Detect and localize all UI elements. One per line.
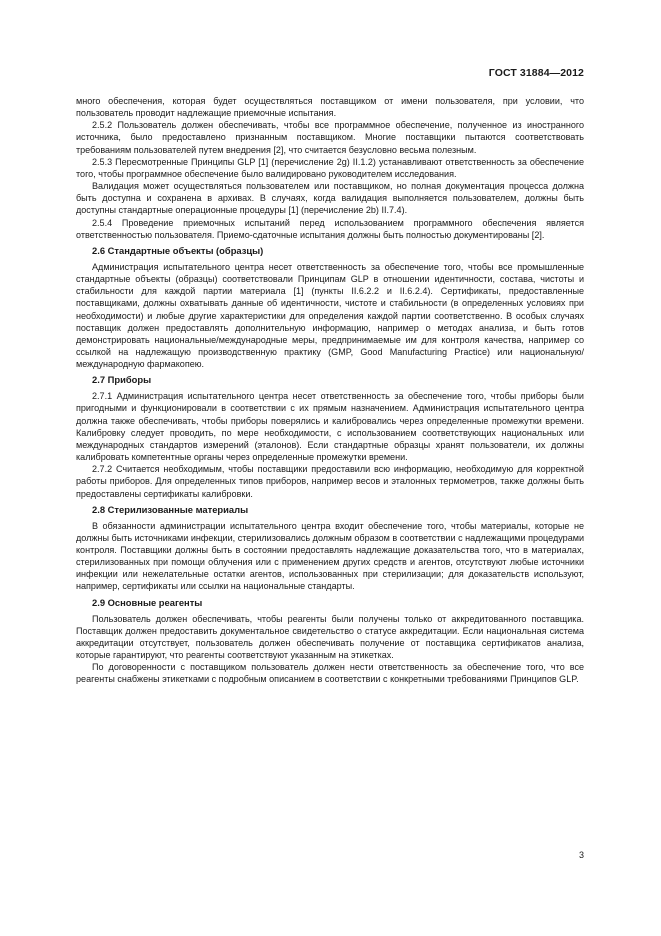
paragraph-2-5-4: 2.5.4 Проведение приемочных испытаний перед использованием программного обеспечения является ответственностью пользователя. Приемо-сдаточные испытания должны быть полностью документированы [2]. bbox=[76, 217, 584, 240]
paragraph-2-8: В обязанности администрации испытательного центра входит обеспечение того, чтобы материалы, которые не должны быть источниками инфекции, стерилизовались должным образом в соответствии с надлежащими процедурами контроля. Поставщики должны быть в состоянии предоставлять надлежащие доказательства того, что в материалах, стерилизованных при помощи облучения или с применением других средств и агентов, отсутствуют любые источники инфекции или нежелательные остатки агентов, использованных при стерилизации; для доказательств используют, например, сертификаты или ссылки на национальные стандарты. bbox=[76, 520, 584, 592]
paragraph-2-9-b: По договоренности с поставщиком пользователь должен нести ответственность за обеспечение того, что все реагенты снабжены этикетками с подробным описанием в соответствии с конкретными требованиями Принципов GLP. bbox=[76, 662, 584, 685]
section-heading-2-7: 2.7 Приборы bbox=[92, 374, 152, 386]
page-body bbox=[76, 95, 584, 686]
paragraph-validation: Валидация может осуществляться пользователем или поставщиком, но полная документация процесса должна быть доступна и сохранена в архивах. В случаях, когда валидация выполняется пользователем, должны быть доступны стандартные операционные процедуры [1] (перечисление 2b) II.7.4). bbox=[76, 181, 584, 216]
paragraph-2-9-a: Пользователь должен обеспечивать, чтобы реагенты были получены только от аккредитованного поставщика. Поставщик должен предоставить документальное свидетельство о статусе аккредитации. Если национальная система аккредитации отсутствует, пользователь должен обеспечивать получение от поставщика сертификатов анализа, которые гарантируют, что реагенты соответствуют указанным на этикетках. bbox=[76, 613, 584, 661]
paragraph-2-7-1: 2.7.1 Администрация испытательного центра несет ответственность за обеспечение того, чтобы приборы были пригодными и функционировали в соответствии с их прямым назначением. Администрация испытательного центра должна также обеспечивать, чтобы приборы поверялись и калибровались через определенные промежутки времени. Калибровку следует проводить, по мере необходимости, с использованием соответствующих национальных или международных стандартов измерений (эталонов). Если стандартные образцы хранят пользователи, их должны калибровать компетентные органы через определенные промежутки времени. bbox=[76, 391, 584, 463]
section-heading-2-6: 2.6 Стандартные объекты (образцы) bbox=[92, 244, 264, 256]
paragraph-2-6: Администрация испытательного центра несет ответственность за обеспечение того, чтобы все промышленные стандартные объекты (образцы) соответствовали Принципам GLP в отношении идентичности, состава, чистоты и стабильности для каждой партии материала [1] (пункты II.6.2.2 и II.6.2.4). Сертификаты, предоставленные поставщиками, должны охватывать данные об идентичности, чистоте и стабильности (в определенных условиях при необходимости) и любые другие характеристики для определения каждой партии соответственно. В особых случаях поставщик должен предоставлять дополнительную информацию, например о методах анализа, и быть готов демонстрировать национальные/международные меры, предпринимаемые им для контроля качества, например со ссылкой на надлежащую производственную практику (GMP, Good Manufacturing Practice) или национальную/международную фармакопею. bbox=[76, 261, 584, 370]
section-heading-2-9: 2.9 Основные реагенты bbox=[92, 596, 203, 608]
document-header: ГОСТ 31884—2012 bbox=[488, 67, 584, 79]
page-number: 3 bbox=[578, 850, 584, 860]
paragraph-2-5-2: 2.5.2 Пользователь должен обеспечивать, чтобы все программное обеспечение, полученное из иностранного источника, было предоставлено признанным поставщиком. Многие поставщики пытаются соответствовать требованиям пользователей путем внедрения [2], что считается безусловно весьма полезным. bbox=[76, 120, 584, 155]
section-heading-2-8: 2.8 Стерилизованные материалы bbox=[92, 503, 249, 515]
paragraph-continuation: много обеспечения, которая будет осуществляться поставщиком от имени пользователя, при условии, что пользователь проводит надлежащие приемочные испытания. bbox=[76, 96, 584, 119]
paragraph-2-7-2: 2.7.2 Считается необходимым, чтобы поставщики предоставили всю информацию, необходимую для корректной работы приборов. Для определенных типов приборов, например весов и эталонных термометров, также должны быть предоставлены сертификаты калибровки. bbox=[76, 464, 584, 499]
paragraph-2-5-3: 2.5.3 Пересмотренные Принципы GLP [1] (перечисление 2g) II.1.2) устанавливают ответственность за обеспечение того, чтобы программное обеспечение было валидировано руководителем исследования. bbox=[76, 156, 584, 179]
